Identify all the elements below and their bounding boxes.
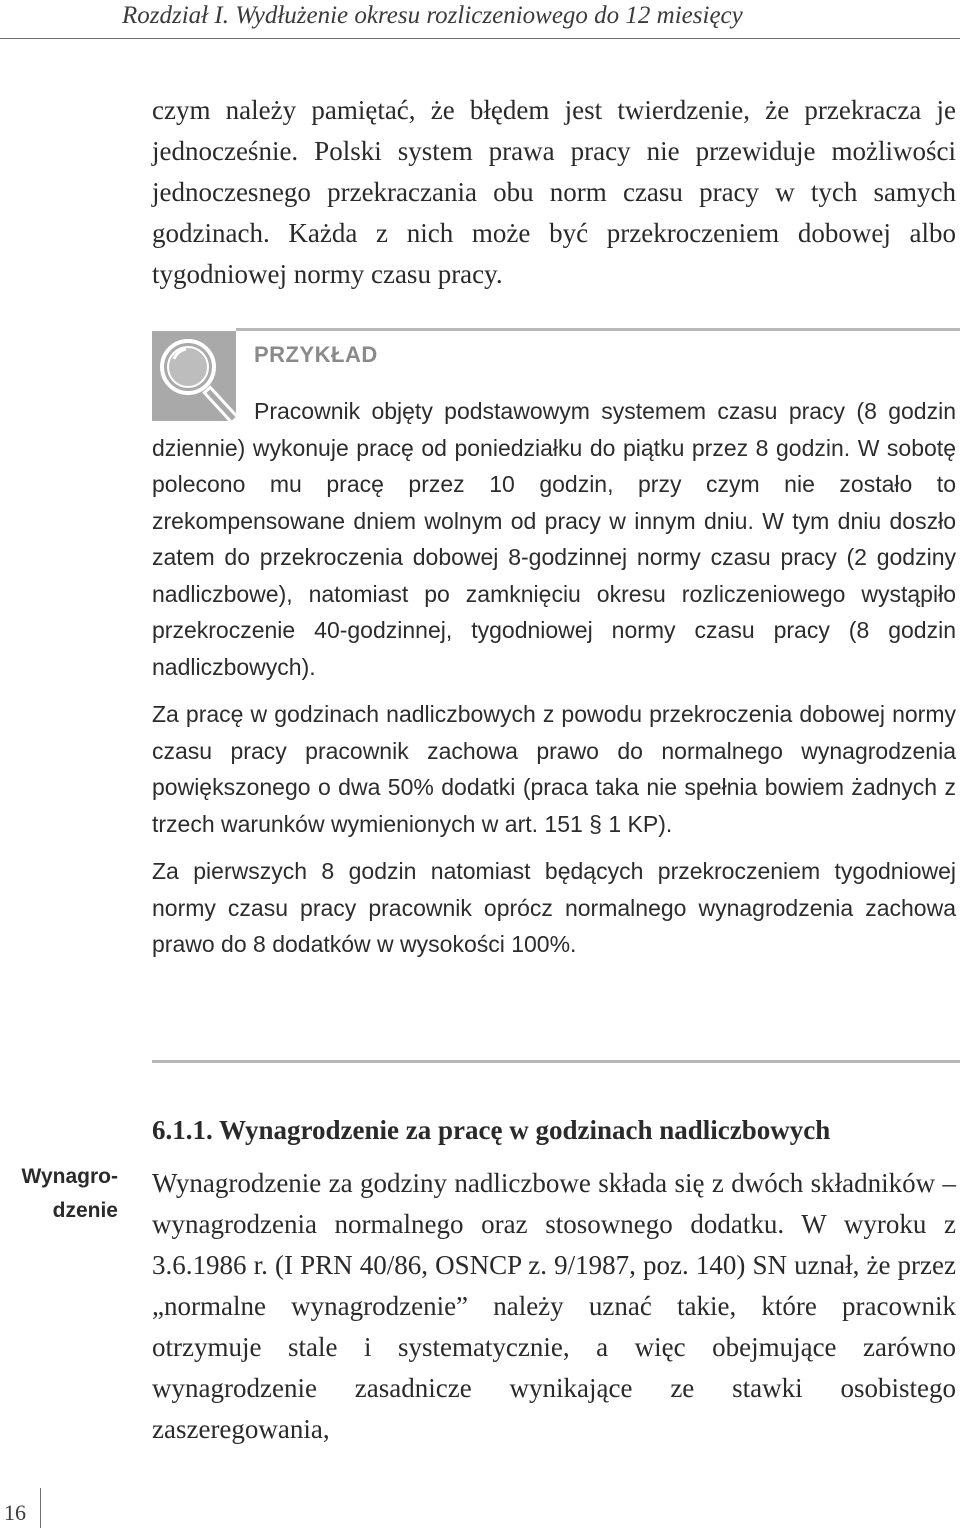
example-body <box>152 393 956 963</box>
example-top-rule <box>236 328 960 331</box>
section-body: Wynagrodzenie za godziny nadliczbowe składa się z dwóch składników – wynagrodzenia normalnego oraz stosownego dodatku. W wyroku z 3.6.1986 r. (I PRN 40/86, OSNCP z. 9/1987, poz. 140) SN uznał, że przez „normalne wynagrodzenie” należy uznać takie, które pracownik otrzymuje stale i systematycznie, a więc obejmujące zarówno wynagrodzenie zasadnicze wynikające ze stawki osobistego zaszeregowania, <box>152 1168 956 1444</box>
example-bottom-rule <box>152 1060 960 1063</box>
example-label: PRZYKŁAD <box>254 342 378 367</box>
page-number-rule <box>40 1488 41 1528</box>
paragraph-spacer <box>152 685 956 696</box>
section-heading: 6.1.1. Wynagrodzenie za pracę w godzinach nadliczbowych <box>152 1115 831 1145</box>
page-number: 16 <box>4 1500 26 1525</box>
intro-paragraph: czym należy pamiętać, że błędem jest twierdzenie, że przekracza je jednocześnie. Polski system prawa pracy nie przewiduje możliwości jednoczesnego przekraczania obu norm czasu pracy w tych samych godzinach. Każda z nich może być przekroczeniem dobowej albo tygodniowej normy czasu pracy. <box>152 95 956 289</box>
header-rule <box>0 38 960 39</box>
margin-label-line-2: dzenie <box>52 1199 118 1222</box>
example-paragraph-1 <box>152 393 956 685</box>
running-header: Rozdział I. Wydłużenie okresu rozliczeniowego do 12 miesięcy <box>122 2 743 29</box>
example-paragraph-3: Za pierwszych 8 godzin natomiast będących przekroczeniem tygodniowej normy czasu pracy pracownik oprócz normalnego wynagrodzenia zachowa prawo do 8 dodatków w wysokości 100%. <box>152 858 956 957</box>
margin-label-line-1: Wynagro- <box>21 1165 118 1188</box>
example-paragraph-2: Za pracę w godzinach nadliczbowych z powodu przekroczenia dobowej normy czasu pracy pracownik zachowa prawo do normalnego wynagrodzenia powiększonego o dwa 50% dodatki (praca taka nie spełnia bowiem żadnych z trzech warunków wymienionych w art. 151 § 1 KP). <box>152 701 956 837</box>
margin-label <box>0 1160 118 1228</box>
example-paragraph-1-text: Pracownik objęty podstawowym systemem czasu pracy (8 godzin dziennie) wykonuje pracę od poniedziałku do piątku przez 8 godzin. W sobotę polecono mu pracę przez 10 godzin, przy czym nie zostało to zrekompensowane dniem wolnym od pracy w innym dniu. W tym dniu doszło zatem do przekroczenia dobowej 8-godzinnej normy czasu pracy (2 godziny nadliczbowe), natomiast po zamknięciu okresu rozliczeniowego wystąpiło przekroczenie 40-godzinnej, tygodniowej normy czasu pracy (8 godzin nadliczbowych). <box>152 398 956 680</box>
paragraph-spacer <box>152 842 956 853</box>
